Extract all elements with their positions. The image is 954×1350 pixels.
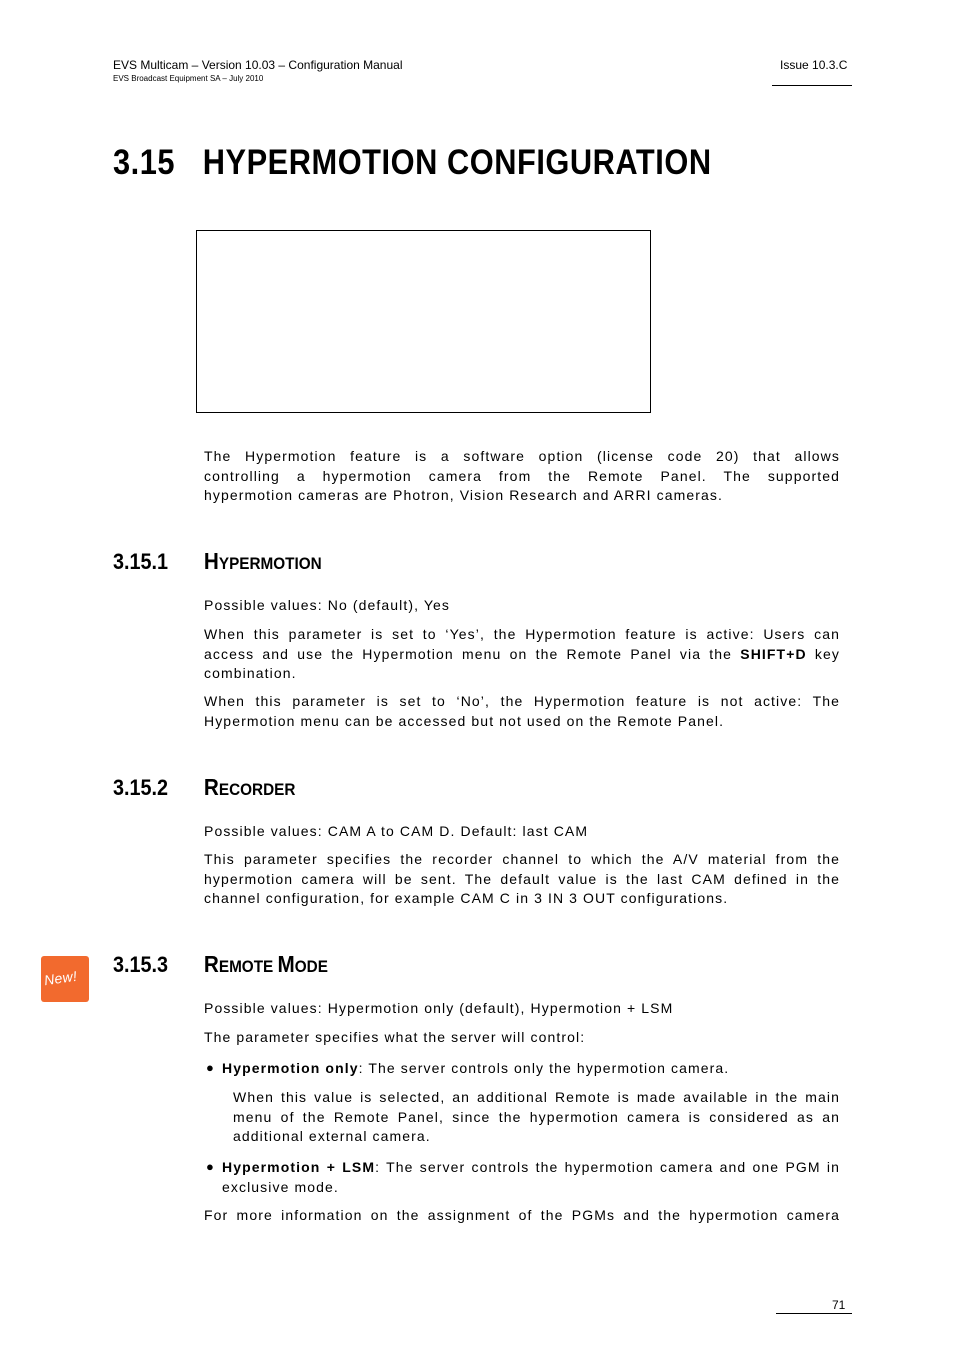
paragraph-recorder: This parameter specifies the recorder channel to which the A/V material from the hypermotion camera will be sent. The default value is the last CAM defined in the channel configuration, for example CAM C in 3 IN 3 OUT configurations. bbox=[204, 851, 840, 906]
paragraph-yes bbox=[204, 625, 840, 684]
bullet-icon: ● bbox=[206, 1060, 214, 1075]
header-rule bbox=[772, 85, 852, 86]
title-initial: M bbox=[277, 951, 295, 977]
title-rest: YPERMOTION bbox=[218, 554, 322, 573]
title-rest: ODE bbox=[294, 957, 328, 976]
new-badge bbox=[41, 956, 89, 1002]
paragraph-closing: For more information on the assignment of the PGMs and the hypermotion camera bbox=[204, 1207, 840, 1223]
publisher-line: EVS Broadcast Equipment SA – July 2010 bbox=[113, 74, 264, 83]
possible-values: Possible values: No (default), Yes bbox=[204, 597, 450, 613]
title-initial: R bbox=[203, 951, 219, 977]
footer-rule bbox=[776, 1313, 852, 1314]
subsection-number: 3.15.1 bbox=[113, 549, 169, 574]
title-rest: ECORDER bbox=[218, 780, 296, 799]
text: : The server controls only the hypermotion camera. bbox=[358, 1060, 730, 1076]
subsection-number: 3.15.3 bbox=[113, 952, 169, 977]
possible-values: Possible values: CAM A to CAM D. Default: last CAM bbox=[204, 823, 589, 839]
intro-line: The Hypermotion feature is a software option (license code 20) that allows bbox=[204, 448, 840, 464]
section-number: 3.15 bbox=[113, 143, 176, 182]
intro-line: hypermotion cameras are Photron, Vision Research and ARRI cameras. bbox=[204, 487, 723, 503]
title-initial: R bbox=[203, 774, 219, 800]
section-heading bbox=[113, 143, 712, 183]
possible-values: Possible values: Hypermotion only (default), Hypermotion + LSM bbox=[204, 1000, 674, 1016]
bullet-hypermotion-lsm bbox=[222, 1158, 840, 1197]
subsection-heading-recorder bbox=[113, 774, 295, 801]
bullet-icon: ● bbox=[206, 1159, 214, 1174]
page-number: 71 bbox=[832, 1298, 846, 1312]
option-label: Hypermotion + LSM bbox=[222, 1159, 376, 1175]
intro-line: controlling a hypermotion camera from the Remote Panel. The supported bbox=[204, 467, 840, 484]
text: key combination. bbox=[204, 645, 840, 681]
paragraph-intro: The parameter specifies what the server will control: bbox=[204, 1029, 586, 1045]
bullet-detail: When this value is selected, an additional Remote is made available in the main menu of the Remote Panel, since the hypermotion camera is considered as an additional external camera. bbox=[233, 1089, 840, 1144]
figure-frame bbox=[196, 230, 651, 413]
subsection-heading-hypermotion bbox=[113, 548, 322, 575]
text: When this parameter is set to ‘Yes’, the Hypermotion feature is active: Users can access and use the Hypermotion menu on the Remote Panel via the bbox=[204, 626, 840, 662]
badge-label: New! bbox=[43, 967, 79, 989]
bullet-hypermotion-only bbox=[222, 1059, 840, 1079]
issue-number: Issue 10.3.C bbox=[780, 58, 848, 72]
subsection-number: 3.15.2 bbox=[113, 775, 169, 800]
title-rest: EMOTE bbox=[218, 957, 278, 976]
text: : The server controls the hypermotion camera and one PGM in exclusive mode. bbox=[222, 1159, 840, 1195]
subsection-heading-remote-mode bbox=[113, 951, 328, 978]
key-combination: SHIFT+D bbox=[740, 645, 807, 662]
title-initial: H bbox=[203, 548, 219, 574]
section-title: HYPERMOTION CONFIGURATION bbox=[202, 143, 712, 182]
document-title: EVS Multicam – Version 10.03 – Configuration Manual bbox=[113, 58, 403, 72]
intro-paragraph bbox=[204, 447, 840, 506]
option-label: Hypermotion only bbox=[222, 1060, 359, 1076]
paragraph-no: When this parameter is set to ‘No’, the Hypermotion feature is not active: The Hypermotion menu can be accessed but not used on the Remote Panel. bbox=[204, 693, 840, 729]
